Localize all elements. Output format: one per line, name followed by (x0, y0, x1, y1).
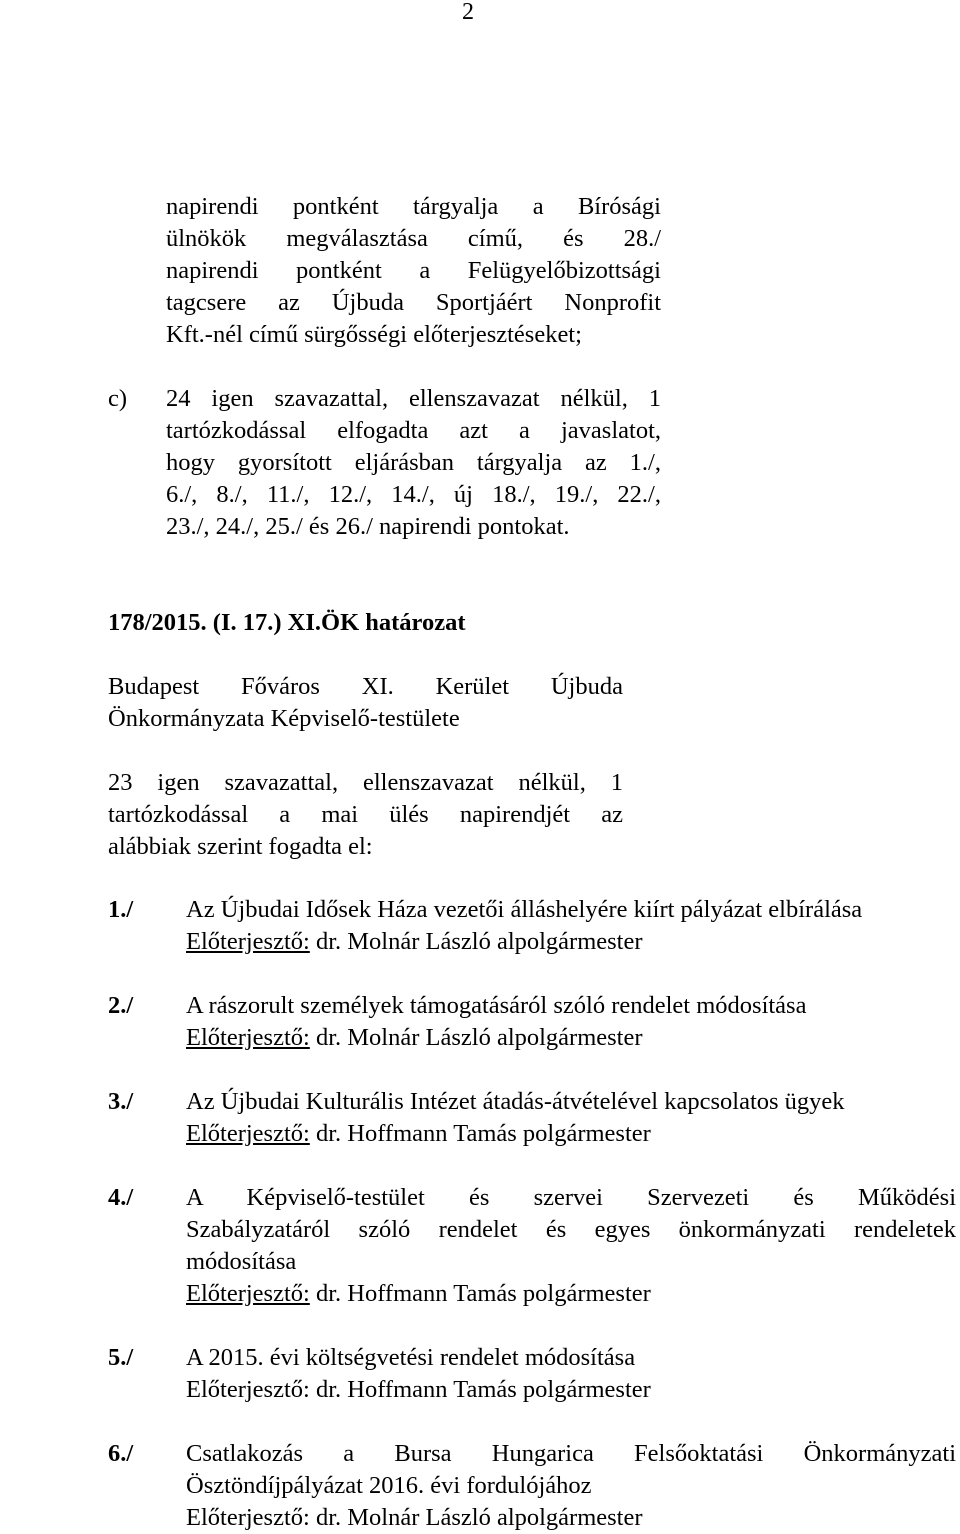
item-c-line: 24 igen szavazattal, ellenszavazat nélkül, 1 (166, 385, 661, 412)
agenda-item-number: 6./ (108, 1440, 134, 1467)
resolution-body-line: Budapest Főváros XI. Kerület Újbuda (108, 673, 623, 700)
presenter-label: Előterjesztő: (186, 1376, 310, 1403)
decision-line: alábbiak szerint fogadta el: (108, 833, 373, 860)
agenda-item-presenter (186, 1374, 651, 1406)
agenda-item-title: Csatlakozás a Bursa Hungarica Felsőoktatási Önkormányzati (186, 1440, 956, 1467)
agenda-item-presenter (186, 1118, 651, 1150)
presenter-name: dr. Hoffmann Tamás polgármester (315, 1376, 651, 1403)
decision-line: tartózkodással a mai ülés napirendjét az (108, 801, 623, 828)
agenda-item-number: 2./ (108, 992, 134, 1019)
presenter-name: dr. Molnár László alpolgármester (315, 1024, 643, 1051)
agenda-item-number: 1./ (108, 896, 134, 923)
presenter-name: dr. Molnár László alpolgármester (315, 1504, 643, 1531)
agenda-item-title: Szabályzatáról szóló rendelet és egyes önkormányzati rendeletek (186, 1216, 956, 1243)
intro-line: Kft.-nél című sürgősségi előterjesztéseket; (166, 321, 582, 348)
resolution-title: 178/2015. (I. 17.) XI.ÖK határozat (108, 609, 466, 636)
agenda-item-title: A rászorult személyek támogatásáról szóló rendelet módosítása (186, 992, 807, 1019)
presenter-label: Előterjesztő: (186, 1024, 310, 1051)
agenda-item-presenter (186, 1022, 643, 1054)
decision-line: 23 igen szavazattal, ellenszavazat nélkül, 1 (108, 769, 623, 796)
agenda-item-title: A Képviselő-testület és szervei Szervezeti és Működési (186, 1184, 956, 1211)
intro-line: napirendi pontként a Felügyelőbizottsági (166, 257, 661, 284)
agenda-item-number: 3./ (108, 1088, 134, 1115)
presenter-name: dr. Hoffmann Tamás polgármester (315, 1280, 651, 1307)
resolution-body-line: Önkormányzata Képviselő-testülete (108, 705, 460, 732)
page-number: 2 (462, 0, 474, 25)
agenda-item-presenter (186, 926, 643, 958)
item-c-line: 23./, 24./, 25./ és 26./ napirendi pontokat. (166, 513, 570, 540)
presenter-label: Előterjesztő: (186, 1504, 310, 1531)
agenda-item-presenter (186, 1278, 651, 1310)
presenter-label: Előterjesztő: (186, 1280, 310, 1307)
intro-line: tagcsere az Újbuda Sportjáért Nonprofit (166, 289, 661, 316)
item-c-marker: c) (108, 385, 128, 412)
agenda-item-title: Ösztöndíjpályázat 2016. évi fordulójához (186, 1472, 592, 1499)
agenda-item-number: 4./ (108, 1184, 134, 1211)
presenter-name: dr. Molnár László alpolgármester (315, 928, 643, 955)
item-c-line: tartózkodással elfogadta azt a javaslatot, (166, 417, 661, 444)
intro-line: ülnökök megválasztása című, és 28./ (166, 225, 661, 252)
agenda-item-presenter (186, 1502, 643, 1534)
presenter-label: Előterjesztő: (186, 928, 310, 955)
agenda-item-title: módosítása (186, 1248, 297, 1275)
item-c-line: hogy gyorsított eljárásban tárgyalja az 1./, (166, 449, 661, 476)
intro-line: napirendi pontként tárgyalja a Bírósági (166, 193, 661, 220)
agenda-item-title: Az Újbudai Kulturális Intézet átadás-átvételével kapcsolatos ügyek (186, 1088, 845, 1115)
agenda-item-number: 5./ (108, 1344, 134, 1371)
agenda-item-title: Az Újbudai Idősek Háza vezetői álláshelyére kiírt pályázat elbírálása (186, 896, 863, 923)
item-c-line: 6./, 8./, 11./, 12./, 14./, új 18./, 19./, 22./, (166, 481, 661, 508)
presenter-name: dr. Hoffmann Tamás polgármester (315, 1120, 651, 1147)
agenda-item-title: A 2015. évi költségvetési rendelet módosítása (186, 1344, 636, 1371)
presenter-label: Előterjesztő: (186, 1120, 310, 1147)
